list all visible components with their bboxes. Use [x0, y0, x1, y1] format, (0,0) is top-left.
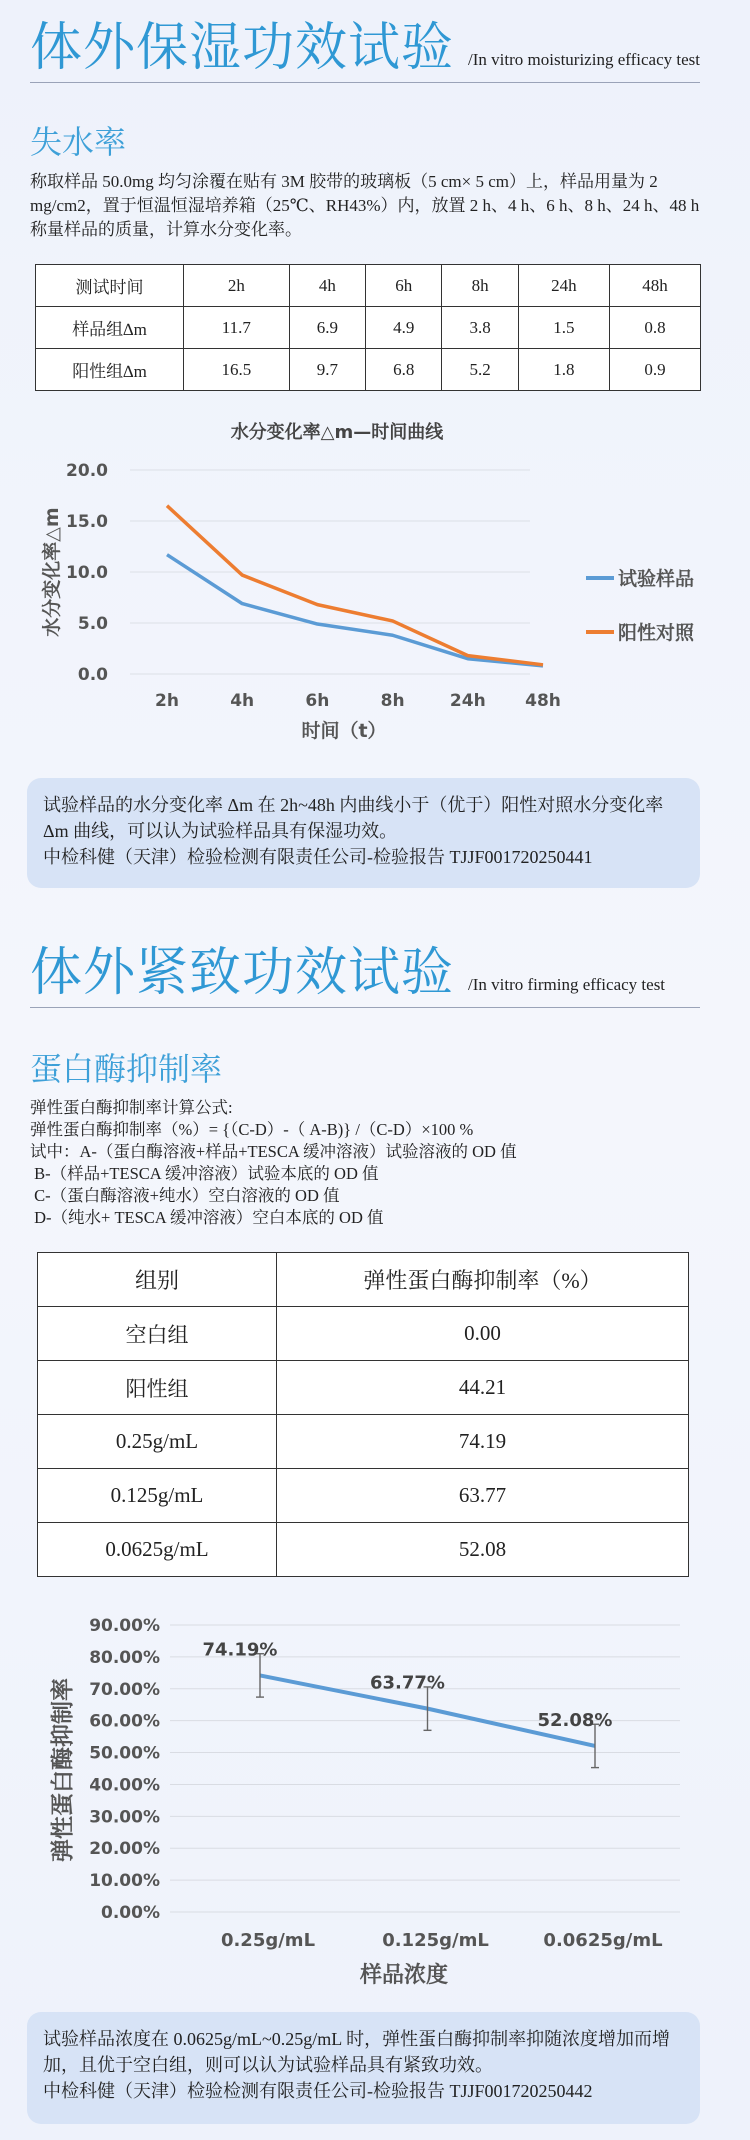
- table-cell: 1.5: [518, 307, 609, 349]
- table-cell: 9.7: [289, 349, 365, 391]
- x-axis-label: 样品浓度: [359, 1963, 449, 1988]
- table-cell: 0.8: [609, 307, 700, 349]
- section-title: 体外保湿功效试验: [30, 18, 455, 78]
- table-header-cell: 6h: [366, 265, 442, 307]
- water-loss-table: [35, 264, 701, 391]
- table-cell: 空白组: [38, 1307, 277, 1361]
- table-cell: 阳性组: [38, 1361, 277, 1415]
- table-cell: 0.0625g/mL: [38, 1523, 277, 1577]
- inhibition-line-chart: [30, 1590, 720, 1990]
- report-reference: 中检科健（天津）检验检测有限责任公司-检验报告 TJJF001720250441: [43, 847, 593, 867]
- table-cell: 4.9: [366, 307, 442, 349]
- table-cell: 6.8: [366, 349, 442, 391]
- table-header-cell: 4h: [289, 265, 365, 307]
- section-subtitle: /In vitro moisturizing efficacy test: [468, 50, 700, 69]
- inhibition-table: [37, 1252, 689, 1577]
- table-cell: 0.25g/mL: [38, 1415, 277, 1469]
- table-cell: 74.19: [277, 1415, 689, 1469]
- x-tick-label: 4h: [230, 691, 255, 711]
- x-tick-label: 48h: [525, 691, 561, 711]
- chart-title: 水分变化率△m—时间曲线: [230, 422, 444, 443]
- table-row: [38, 1307, 689, 1361]
- formula-line: C-（蛋白酶溶液+纯水）空白溶液的 OD 值: [30, 1186, 340, 1205]
- table-row: [38, 1469, 689, 1523]
- firming-conclusion-note: [27, 2012, 700, 2124]
- table-header-cell: 48h: [609, 265, 700, 307]
- legend-label: 试验样品: [618, 568, 695, 590]
- table-row: [38, 1361, 689, 1415]
- y-tick-label: 70.00%: [89, 1679, 160, 1700]
- table-cell: 阳性组∆m: [36, 349, 184, 391]
- section-title-row: [30, 943, 700, 1008]
- table-cell: 11.7: [184, 307, 290, 349]
- y-tick-label: 20.00%: [89, 1839, 160, 1860]
- y-tick-label: 30.00%: [89, 1807, 160, 1828]
- section-subtitle: /In vitro firming efficacy test: [468, 975, 666, 994]
- table-header-cell: 测试时间: [36, 265, 184, 307]
- series-line-1: [167, 555, 543, 666]
- formula-block: [30, 1097, 700, 1229]
- y-tick-label: 20.0: [66, 461, 108, 481]
- section-heading: 蛋白酶抑制率: [30, 1050, 223, 1088]
- section-moisturizing: [30, 18, 700, 83]
- x-tick-label: 8h: [380, 691, 405, 711]
- y-axis-label: 水分变化率△m: [41, 507, 63, 637]
- moisture-conclusion-note: [27, 778, 700, 888]
- formula-line: B-（样品+TESCA 缓冲溶液）试验本底的 OD 值: [30, 1164, 379, 1183]
- y-tick-label: 5.0: [77, 614, 108, 634]
- conclusion-text: 试验样品的水分变化率 Δm 在 2h~48h 内曲线小于（优于）阳性对照水分变化率 Δm 曲线，可以认为试验样品具有保湿功效。: [43, 795, 664, 841]
- formula-line: D-（纯水+ TESCA 缓冲溶液）空白本底的 OD 值: [30, 1208, 384, 1227]
- table-header-cell: 2h: [184, 265, 290, 307]
- x-tick-label: 24h: [449, 691, 486, 711]
- y-tick-label: 60.00%: [89, 1711, 160, 1732]
- y-tick-label: 0.0: [77, 665, 108, 685]
- table-header-cell: 组别: [38, 1253, 277, 1307]
- section-title: 体外紧致功效试验: [30, 943, 455, 1003]
- series-line-2: [167, 506, 543, 665]
- formula-line: 弹性蛋白酶抑制率（%）= {（C-D）-（ A-B)} /（C-D）×100 %: [30, 1120, 474, 1139]
- y-tick-label: 10.0: [66, 563, 108, 583]
- table-header-cell: 弹性蛋白酶抑制率（%）: [277, 1253, 689, 1307]
- section-title-row: [30, 18, 700, 83]
- data-label: 74.19%: [202, 1639, 278, 1661]
- table-header-cell: 24h: [518, 265, 609, 307]
- x-tick-label: 2h: [155, 691, 179, 711]
- y-tick-label: 0.00%: [101, 1903, 160, 1923]
- x-axis-label: 时间（t）: [301, 720, 387, 742]
- table-cell: 63.77: [277, 1469, 689, 1523]
- data-label: 63.77%: [370, 1672, 445, 1694]
- x-tick-label: 0.0625g/mL: [543, 1930, 663, 1951]
- table-header-cell: 8h: [442, 265, 518, 307]
- table-cell: 1.8: [518, 349, 609, 391]
- y-tick-label: 10.00%: [89, 1871, 160, 1892]
- table-row: [36, 307, 701, 349]
- formula-line: 弹性蛋白酶抑制率计算公式:: [30, 1098, 233, 1117]
- table-cell: 52.08: [277, 1523, 689, 1577]
- table-cell: 44.21: [277, 1361, 689, 1415]
- y-axis-label: 弹性蛋白酶抑制率: [50, 1678, 76, 1862]
- table-cell: 5.2: [442, 349, 518, 391]
- conclusion-text: 试验样品浓度在 0.0625g/mL~0.25g/mL 时，弹性蛋白酶抑制率抑随浓度增加而增加，且优于空白组，则可以认为试验样品具有紧致功效。: [43, 2029, 671, 2075]
- table-cell: 0.9: [609, 349, 700, 391]
- table-cell: 16.5: [184, 349, 290, 391]
- table-cell: 3.8: [442, 307, 518, 349]
- table-cell: 0.00: [277, 1307, 689, 1361]
- table-header-row: [38, 1253, 689, 1307]
- data-label: 52.08%: [537, 1709, 613, 1731]
- x-tick-label: 0.25g/mL: [220, 1930, 316, 1951]
- x-tick-label: 0.125g/mL: [382, 1930, 489, 1951]
- table-cell: 0.125g/mL: [38, 1469, 277, 1523]
- report-reference: 中检科健（天津）检验检测有限责任公司-检验报告 TJJF001720250442: [43, 2081, 593, 2101]
- table-row: [38, 1415, 689, 1469]
- y-tick-label: 15.0: [66, 512, 108, 532]
- y-tick-label: 90.00%: [89, 1616, 160, 1636]
- y-tick-label: 50.00%: [89, 1743, 160, 1764]
- table-cell: 6.9: [289, 307, 365, 349]
- method-description: 称取样品 50.0mg 均匀涂覆在贴有 3M 胶带的玻璃板（5 cm× 5 cm）上，样品用量为 2 mg/cm2，置于恒温恒湿培养箱（25℃、RH43%）内，放置 2 h、4 h、6 h、8 h、24 h、48 h 称量样品的质量，计算水分变化率。: [30, 172, 700, 239]
- legend-label: 阳性对照: [618, 622, 695, 644]
- section-firming: [30, 943, 700, 1008]
- x-tick-label: 6h: [305, 691, 330, 711]
- table-header-row: [36, 265, 701, 307]
- y-tick-label: 40.00%: [89, 1775, 160, 1796]
- table-row: [38, 1523, 689, 1577]
- table-row: [36, 349, 701, 391]
- formula-line: 试中：A-（蛋白酶溶液+样品+TESCA 缓冲溶液）试验溶液的 OD 值: [30, 1142, 517, 1161]
- table-cell: 样品组∆m: [36, 307, 184, 349]
- y-tick-label: 80.00%: [89, 1647, 160, 1668]
- section-heading: 失水率: [30, 123, 127, 161]
- moisture-line-chart: [30, 412, 720, 752]
